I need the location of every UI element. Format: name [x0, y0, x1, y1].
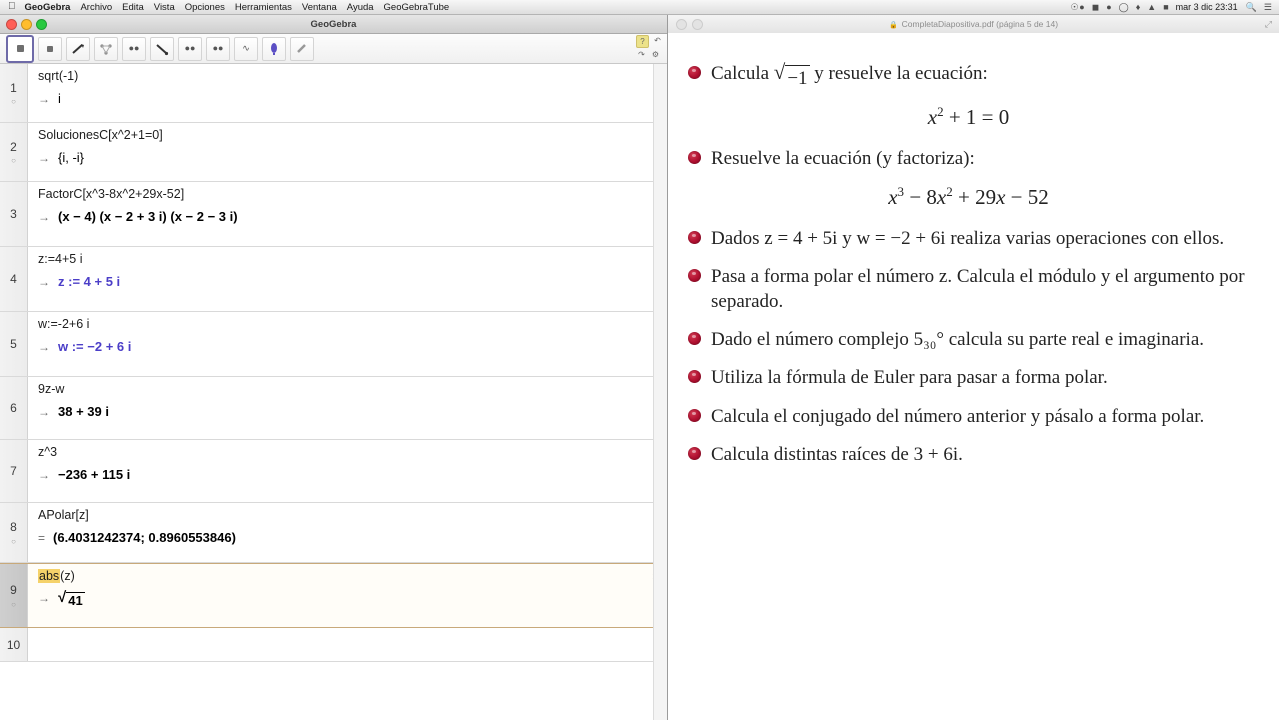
cas-input-selected-text[interactable]: abs — [39, 569, 60, 583]
menubar-clock[interactable]: mar 3 dic 23:31 — [1175, 2, 1238, 12]
list-item — [688, 365, 1249, 390]
cas-row-number: 8 — [10, 520, 17, 535]
cas-row-body[interactable] — [28, 503, 667, 562]
cas-row[interactable] — [0, 247, 667, 312]
toolbar-corner-controls — [636, 35, 663, 60]
cas-input[interactable]: 9z-w — [38, 382, 65, 396]
geogebra-titlebar[interactable] — [0, 15, 667, 34]
cas-input[interactable]: SolucionesC[x^2+1=0] — [38, 128, 163, 142]
cas-row-marker[interactable]: ○ — [11, 599, 16, 609]
search-icon[interactable]: 🔍 — [1245, 1, 1257, 12]
cas-row-marker[interactable]: ○ — [11, 97, 16, 107]
apple-icon[interactable] — [8, 2, 16, 12]
cas-row-number: 9 — [10, 583, 17, 598]
cas-row[interactable] — [0, 503, 667, 563]
cas-row-number: 6 — [10, 401, 17, 416]
list-item-text — [711, 61, 1249, 91]
pdf-viewer-window — [668, 15, 1279, 720]
conic-tool-button[interactable]: ●● — [178, 37, 202, 61]
cas-row-gutter — [0, 628, 28, 661]
sqrt-radicand: 41 — [68, 592, 83, 608]
menu-item-opciones[interactable]: Opciones — [177, 1, 218, 13]
menu-item-ventana[interactable]: Ventana — [294, 1, 330, 13]
cas-row-number: 3 — [10, 207, 17, 222]
cas-row[interactable] — [0, 312, 667, 377]
cas-row-body[interactable] — [28, 564, 667, 627]
help-icon[interactable]: ? — [636, 35, 649, 48]
wifi-icon[interactable]: ▲ — [1147, 2, 1157, 12]
menu-item-edita[interactable]: Edita — [114, 1, 137, 13]
list-item-text: Calcula el conjugado del número anterior y pásalo a forma polar. — [711, 405, 1205, 427]
measure-tool-button[interactable]: ●● — [206, 37, 230, 61]
cas-input-rest: (z) — [60, 569, 75, 583]
cas-output-arrow: = — [38, 530, 46, 545]
cas-output-arrow: → — [38, 404, 50, 419]
list-item-text: Pasa a forma polar el número z. Calcula el módulo y el argumento por separado. — [711, 266, 1245, 313]
redo-icon[interactable]: ↷ — [638, 50, 645, 59]
sqrt-icon: √ — [58, 588, 67, 606]
cas-output-arrow: → — [38, 91, 50, 106]
bullet-icon — [688, 269, 701, 282]
cas-row[interactable] — [0, 182, 667, 247]
cas-output-line — [38, 150, 659, 166]
cas-output-line — [38, 530, 659, 546]
bullet-icon — [688, 332, 701, 345]
cas-output-line — [38, 588, 659, 609]
cas-row-gutter — [0, 123, 28, 181]
radical-expression — [773, 60, 810, 91]
cas-output-value: (6.4031242374; 0.8960553846) — [53, 529, 236, 545]
list-item — [688, 404, 1249, 429]
cas-row-marker[interactable]: ○ — [11, 536, 16, 546]
cas-output-arrow: → — [38, 339, 50, 354]
expand-icon[interactable]: ⤢ — [1264, 18, 1272, 29]
cas-output-arrow: → — [38, 467, 50, 482]
cas-row[interactable] — [0, 64, 667, 123]
list-item-text: Calcula distintas raíces de 3 + 6i. — [711, 443, 963, 465]
battery-icon[interactable]: ◼ — [1091, 1, 1100, 12]
cas-input[interactable]: z:=4+5 i — [38, 252, 83, 266]
cas-output-line — [38, 209, 659, 225]
cas-row-number: 4 — [10, 272, 17, 287]
cas-row-active[interactable] — [0, 563, 667, 628]
pdf-window-title — [668, 19, 1279, 29]
cas-output-line — [38, 339, 659, 355]
cas-row-number: 10 — [6, 637, 21, 652]
cas-row[interactable] — [0, 440, 667, 503]
action-object-tool-button[interactable] — [290, 37, 314, 61]
cas-row-number: 1 — [10, 80, 17, 95]
line-tool-button[interactable] — [66, 37, 90, 61]
cas-output-value: (x − 4) (x − 2 + 3 i) (x − 2 − 3 i) — [58, 208, 238, 224]
cas-input[interactable]: z^3 — [38, 445, 58, 459]
cas-input[interactable] — [38, 569, 659, 585]
cas-row-body[interactable] — [28, 123, 667, 181]
cas-output-value: i — [58, 90, 61, 106]
notification-center-icon[interactable]: ☰ — [1263, 1, 1272, 12]
menu-item-app[interactable]: GeoGebra — [17, 1, 63, 13]
bullet-icon — [688, 151, 701, 164]
cas-output-value: w := −2 + 6 i — [58, 338, 132, 354]
cas-row-gutter — [0, 377, 28, 439]
cas-row-gutter — [0, 312, 28, 376]
bullet-icon — [688, 370, 701, 383]
cas-output-line — [38, 404, 659, 420]
cas-input[interactable]: FactorC[x^3-8x^2+29x-52] — [38, 187, 185, 201]
list-item-text: Dados z = 4 + 5i y w = −2 + 6i realiza varias operaciones con ellos. — [711, 228, 1225, 250]
menu-item-archivo[interactable]: Archivo — [72, 1, 105, 13]
sqrt-icon: √ — [773, 60, 786, 84]
undo-icon[interactable]: ↶ — [654, 36, 661, 45]
cas-row-number: 7 — [10, 464, 17, 479]
cas-output-value: 38 + 39 i — [58, 403, 109, 419]
cas-output-value: {i, -i} — [58, 149, 85, 165]
cas-output-value — [58, 588, 85, 609]
cas-input[interactable]: w:=-2+6 i — [38, 317, 90, 331]
cas-output-arrow: → — [38, 209, 50, 224]
geogebra-window-title: GeoGebra — [310, 18, 357, 30]
cas-row-gutter — [0, 503, 28, 562]
special-object-tool-button[interactable] — [262, 37, 286, 61]
timemachine-icon[interactable]: ◯ — [1118, 1, 1129, 12]
cas-output-line — [38, 467, 659, 483]
special-line-tool-button[interactable] — [94, 37, 118, 61]
list-item — [688, 61, 1249, 91]
bullet-icon — [688, 66, 701, 79]
bullet-icon — [688, 231, 701, 244]
pdf-title-text: CompletaDiapositiva.pdf (página 5 de 14) — [901, 19, 1059, 29]
list-item-text: Utiliza la fórmula de Euler para pasar a forma polar. — [711, 367, 1108, 389]
menu-item-ayuda[interactable]: Ayuda — [339, 1, 367, 13]
cas-scrollbar[interactable] — [653, 64, 667, 720]
list-item — [688, 264, 1249, 314]
cas-row-gutter — [0, 64, 28, 122]
cas-row-body[interactable] — [28, 312, 667, 376]
transform-tool-button[interactable]: ∿ — [234, 37, 258, 61]
menu-item-herramientas[interactable]: Herramientas — [227, 1, 285, 13]
cas-row[interactable] — [0, 377, 667, 440]
cas-row-body[interactable] — [28, 440, 667, 502]
cas-row-body[interactable] — [28, 64, 667, 122]
geogebra-window — [0, 15, 668, 720]
cas-output-value: z := 4 + 5 i — [58, 273, 121, 289]
cas-row-number: 2 — [10, 139, 17, 154]
dropbox-icon[interactable]: ☉ ● — [1070, 1, 1085, 12]
list-item-text: Dado el número complejo 5₃₀° calcula su parte real e imaginaria. — [711, 329, 1205, 351]
menu-item-geogebratube[interactable]: GeoGebraTube — [376, 1, 442, 13]
cas-view — [0, 64, 667, 720]
cas-row-marker[interactable]: ○ — [11, 156, 16, 166]
item-1-pre: Calcula — [711, 63, 774, 84]
cas-input[interactable]: sqrt(-1) — [38, 69, 79, 83]
list-item — [688, 327, 1249, 352]
polygon-tool-button[interactable]: ●● — [122, 37, 146, 61]
list-item — [688, 442, 1249, 467]
volume-icon[interactable]: ■ — [1163, 2, 1169, 12]
equation-1: $x^2 + 1 = 0$ — [927, 104, 1010, 130]
cas-row[interactable] — [0, 123, 667, 182]
cas-output-arrow: → — [38, 590, 50, 605]
cas-output-arrow: → — [38, 150, 50, 165]
cas-row-body[interactable] — [28, 247, 667, 311]
cas-row-gutter — [0, 440, 28, 502]
equation-2: $x^3 - 8x^2 + 29x - 52$ — [888, 184, 1049, 210]
point-tool-button[interactable] — [38, 37, 62, 61]
cas-row-gutter — [0, 182, 28, 246]
cas-input[interactable]: APolar[z] — [38, 508, 89, 522]
bullet-icon — [688, 409, 701, 422]
lock-icon: 🔒 — [888, 22, 898, 29]
list-item — [688, 146, 1249, 171]
cas-row-gutter — [0, 247, 28, 311]
cas-output-arrow: → — [38, 274, 50, 289]
cas-row-body[interactable] — [28, 377, 667, 439]
list-item-text: Resuelve la ecuación (y factoriza): — [711, 148, 975, 170]
cas-row-body[interactable] — [28, 182, 667, 246]
menu-item-vista[interactable]: Vista — [146, 1, 168, 13]
mac-menu-bar — [0, 0, 1279, 15]
radicand: −1 — [785, 65, 809, 91]
cas-row-gutter — [0, 564, 28, 627]
circle-tool-button[interactable] — [150, 37, 174, 61]
bluetooth-icon[interactable]: ● — [1106, 2, 1112, 12]
pdf-titlebar[interactable] — [668, 15, 1279, 34]
list-item — [688, 226, 1249, 251]
cas-output-line — [38, 274, 659, 290]
cas-row[interactable] — [0, 628, 667, 662]
airplay-icon[interactable]: ♦ — [1135, 2, 1141, 12]
cas-row-number: 5 — [10, 337, 17, 352]
cas-output-line — [38, 91, 659, 107]
pdf-page-content — [668, 33, 1279, 720]
bullet-icon — [688, 447, 701, 460]
item-1-post: y resuelve la ecuación: — [809, 63, 988, 84]
cas-row-body[interactable] — [28, 628, 667, 661]
geogebra-toolbar — [0, 34, 667, 64]
cas-output-value: −236 + 115 i — [58, 466, 131, 482]
move-tool-button[interactable] — [6, 35, 34, 63]
settings-icon[interactable]: ⚙ — [651, 50, 660, 59]
